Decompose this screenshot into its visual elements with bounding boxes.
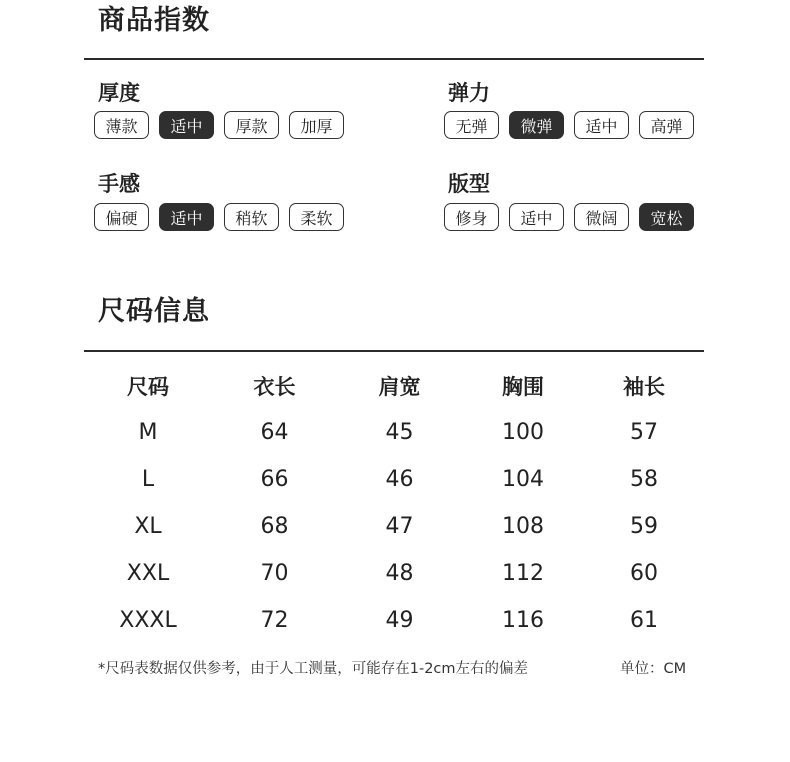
hand-feel-option-selected[interactable]: 适中 [159,203,214,231]
table-header-row [84,362,704,409]
table-cell: 70 [260,561,289,586]
table-cell: 100 [502,420,544,445]
table-cell: 72 [260,608,289,633]
table-row [84,503,704,550]
header-cell: 肩宽 [378,374,421,399]
size-table [84,362,704,644]
size-cell: M [138,420,158,445]
table-cell: 49 [385,608,414,633]
elasticity-option-selected[interactable]: 微弹 [509,111,564,139]
table-cell: 64 [260,420,289,445]
header-cell: 胸围 [502,374,544,399]
thickness-label: 厚度 [98,81,140,105]
header-cell: 袖长 [623,374,665,399]
elasticity-options [444,111,694,139]
size-cell: XXL [126,561,170,586]
table-cell: 59 [630,514,658,539]
measurement-disclaimer: *尺码表数据仅供参考，由于人工测量，可能存在1-2cm左右的偏差 [98,661,529,677]
section-divider [84,350,704,352]
elasticity-option[interactable]: 无弹 [444,111,499,139]
hand-feel-option[interactable]: 稍软 [224,203,279,231]
hand-feel-option[interactable]: 偏硬 [94,203,149,231]
elasticity-option[interactable]: 适中 [574,111,629,139]
hand-feel-label: 手感 [98,172,140,196]
fit-options [444,203,694,231]
table-cell: 104 [502,467,544,492]
table-cell: 47 [385,514,414,539]
hand-feel-options [94,203,344,231]
table-cell: 58 [630,467,658,492]
elasticity-option[interactable]: 高弹 [639,111,694,139]
thickness-option[interactable]: 厚款 [224,111,279,139]
table-cell: 57 [630,420,658,445]
thickness-option-selected[interactable]: 适中 [159,111,214,139]
section-divider [84,58,704,60]
hand-feel-option[interactable]: 柔软 [289,203,344,231]
header-cell: 衣长 [253,374,296,399]
thickness-option[interactable]: 薄款 [94,111,149,139]
fit-option-selected[interactable]: 宽松 [639,203,694,231]
table-cell: 45 [385,420,414,445]
size-info-title: 尺码信息 [98,296,210,327]
table-cell: 61 [630,608,658,633]
table-cell: 108 [502,514,544,539]
size-cell: L [141,467,155,492]
thickness-option[interactable]: 加厚 [289,111,344,139]
table-row [84,597,704,644]
table-cell: 68 [260,514,289,539]
table-row [84,409,704,456]
table-row [84,456,704,503]
table-cell: 112 [502,561,544,586]
size-cell: XXXL [119,608,177,633]
fit-option[interactable]: 微阔 [574,203,629,231]
product-index-title: 商品指数 [98,5,210,36]
table-row [84,550,704,597]
table-cell: 48 [385,561,414,586]
elasticity-label: 弹力 [448,81,490,105]
table-cell: 60 [630,561,658,586]
header-cell: 尺码 [127,374,169,399]
thickness-options [94,111,344,139]
fit-label: 版型 [448,172,490,196]
unit-label: 单位：CM [620,661,687,677]
table-cell: 116 [502,608,544,633]
table-cell: 46 [385,467,414,492]
size-cell: XL [134,514,162,539]
table-cell: 66 [260,467,289,492]
fit-option[interactable]: 适中 [509,203,564,231]
fit-option[interactable]: 修身 [444,203,499,231]
